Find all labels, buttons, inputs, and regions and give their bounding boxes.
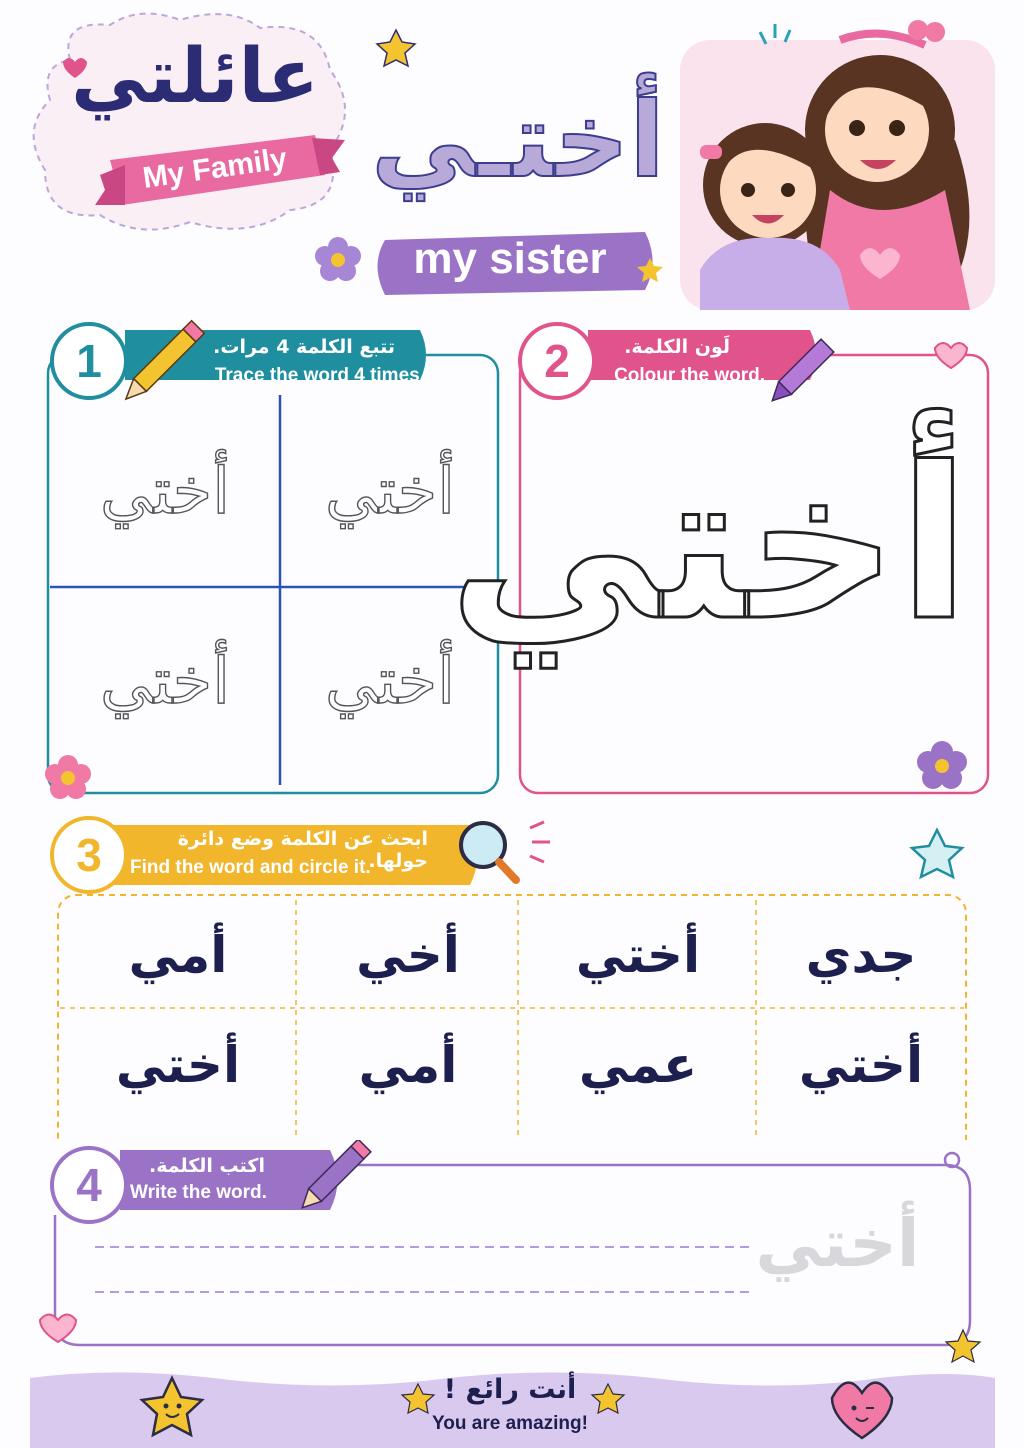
word-search-cell[interactable]: عمي [578,1036,698,1094]
section3-instruction-arabic: ابحث عن الكلمة وضع دائرة حولها. [177,828,428,872]
section4-instruction-english: Write the word. [130,1182,267,1203]
app-title-english: My Family [140,142,290,195]
section1-number: 1 [50,322,128,400]
target-word-arabic: أختـي [371,79,665,201]
section4-number: 4 [50,1146,128,1224]
praise-english: You are amazing! [432,1413,588,1434]
section4-instruction-arabic: اكتب الكلمة. [149,1155,265,1177]
section1-instruction-arabic: تتبع الكلمة 4 مرات. [213,336,395,358]
section3-number: 3 [50,816,128,894]
praise-arabic: أنت رائع ! [443,1374,577,1405]
colouring-word[interactable]: أختي [448,422,970,667]
trace-word-cell[interactable]: أختي [100,455,230,529]
word-search-cell[interactable]: أمي [358,1036,458,1094]
section2-instruction-english: Colour the word. [614,365,765,386]
section2-number: 2 [518,322,596,400]
section2-instruction-arabic: لَون الكلمة. [624,336,730,358]
trace-word-cell[interactable]: أختي [325,455,455,529]
trace-word-cell[interactable]: أختي [325,645,455,719]
trace-word-cell[interactable]: أختي [100,645,230,719]
writing-line-area[interactable] [90,1230,755,1310]
word-search-cell[interactable]: أختي [575,926,701,984]
word-search-cell[interactable]: أختي [115,1036,241,1094]
word-search-cell[interactable]: جدي [805,926,917,984]
word-search-cell[interactable]: أخي [356,926,460,984]
section3-instruction-english: Find the word and circle it. [130,857,371,878]
section1-instruction-english: Trace the word 4 times. [214,365,425,386]
app-title-arabic: عائلتي [71,31,319,120]
writing-example-word: أختي [755,1205,920,1282]
word-search-cell[interactable]: أختي [798,1036,924,1094]
word-search-cell[interactable]: أمي [128,926,228,984]
target-word-english: my sister [413,234,607,283]
